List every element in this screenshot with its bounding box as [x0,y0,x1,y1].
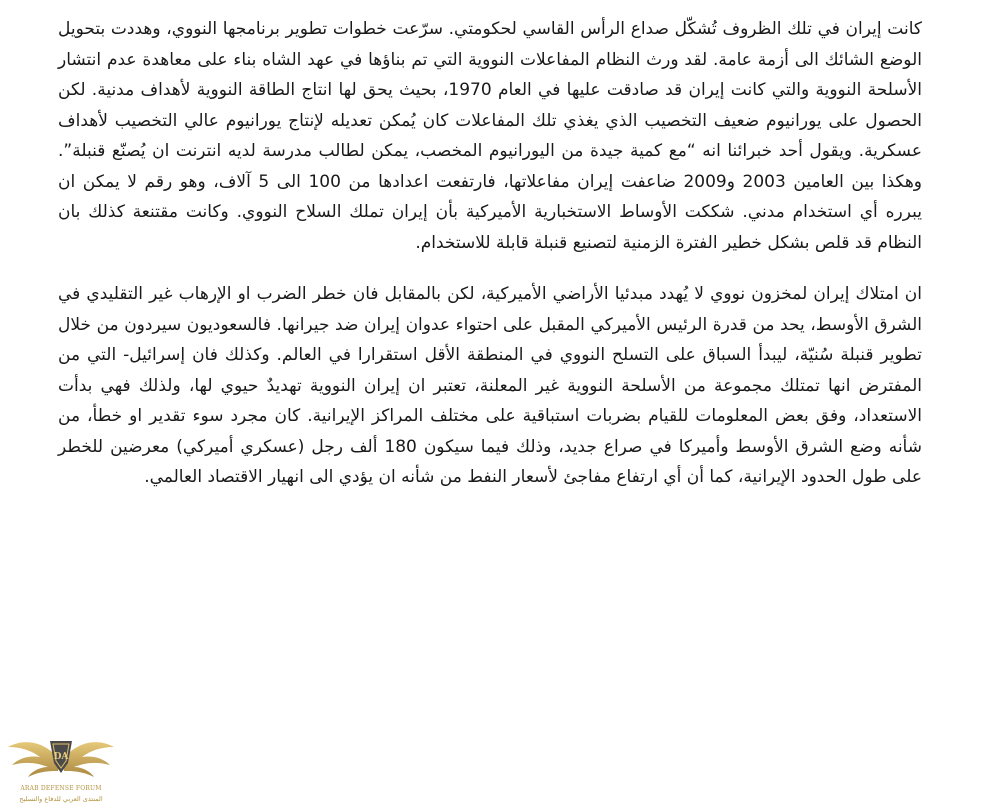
logo-letters: DA [53,752,69,762]
eagle-logo-icon [2,733,120,789]
forum-name-en: ARAB DEFENSE FORUM [20,785,102,792]
forum-watermark [2,733,120,809]
article-paragraph-2: ان امتلاك إيران لمخزون نووي لا يُهدد مبدئيا الأراضي الأميركية، لكن بالمقابل فان خطر الضرب او الإرهاب غير التقليدي في الشرق الأوسط، يحد من قدرة الرئيس الأميركي المقبل على احتواء عدوان إيران ضد جيرانها. فالسعوديون سيردون من خلال تطوير قنبلة سُنيّة، ليبدأ السباق على التسلح النووي في المنطقة الأقل استقرارا في العالم. وكذلك فان إسرائيل- التي من المفترض انها تمتلك مجموعة من الأسلحة النووية غير المعلنة، تعتبر ان إيران النووية تهديدٌ حيوي لها، ولذلك فهي بدأت الاستعداد، وفق بعض المعلومات للقيام بضربات استباقية على مختلف المراكز الإيرانية. كان مجرد سوء تقدير او خطأ، من شأنه وضع الشرق الأوسط وأميركا في صراع جديد، وذلك فيما سيكون 180 ألف رجل (عسكري أميركي) معرضين للخطر على طول الحدود الإيرانية، كما أن أي ارتفاع مفاجئ لأسعار النفط من شأنه ان يؤدي الى انهيار الاقتصاد العالمي. [58,284,922,487]
article-paragraph-1: كانت إيران في تلك الظروف تُشكّل صداع الرأس القاسي لحكومتي. سرّعت خطوات تطوير برنامجها النووي، وهددت بتحويل الوضع الشائك الى أزمة عامة. لقد ورث النظام المفاعلات النووية التي تم بناؤها في عهد الشاه بناء على معاهدة عدم انتشار الأسلحة النووية والتي كانت إيران قد صادقت عليها في العام 1970، بحيث يحق لها انتاج الطاقة النووية لأهداف مدنية. لكن الحصول على يورانيوم ضعيف التخصيب الذي يغذي تلك المفاعلات كان يُمكن تعديله لإنتاج يورانيوم عالي التخصيب لأهداف عسكرية. ويقول أحد خبرائنا انه “مع كمية جيدة من اليورانيوم المخصب، يمكن لطالب مدرسة لديه انترنت ان يُصنّع قنبلة”. وهكذا بين العامين 2003 و2009 ضاعفت إيران مفاعلاتها، فارتفعت اعدادها من 100 الى 5 آلاف، وهو رقم لا يمكن ان يبرره أي استخدام مدني. شككت الأوساط الاستخبارية الأميركية بأن إيران تملك السلاح النووي. وكانت مقتنعة كذلك بان النظام قد قلص بشكل خطير الفترة الزمنية لتصنيع قنبلة قابلة للاستخدام. [58,19,923,253]
article-body [58,14,922,493]
forum-name-ar: المنتدى العربي للدفاع والتسليح [19,795,103,803]
